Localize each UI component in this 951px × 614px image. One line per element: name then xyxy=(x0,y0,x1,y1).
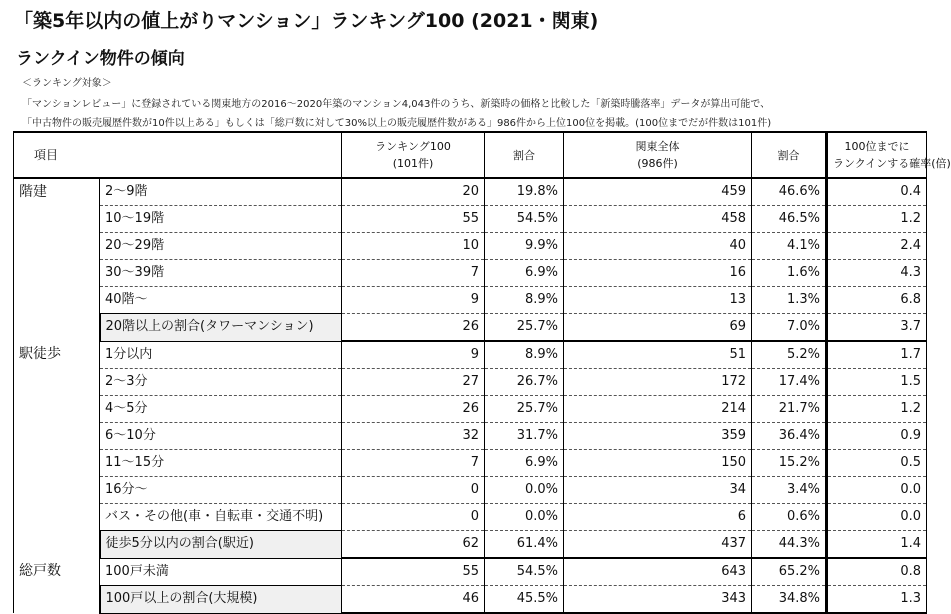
table-row xyxy=(14,369,927,396)
row-label: 16分～ xyxy=(100,477,342,504)
ranking-count-cell: 7 xyxy=(342,260,485,287)
kanto-count-cell: 437 xyxy=(564,531,752,559)
row-label: 6～10分 xyxy=(100,423,342,450)
kanto-percent-cell: 65.2% xyxy=(752,558,827,586)
kanto-percent-cell: 34.8% xyxy=(752,586,827,614)
table-row xyxy=(14,260,927,287)
ranking-count-cell: 9 xyxy=(342,341,485,369)
kanto-percent-cell: 3.4% xyxy=(752,477,827,504)
page-subtitle: ランクイン物件の傾向 xyxy=(16,49,185,69)
kanto-percent-cell: 44.3% xyxy=(752,531,827,559)
kanto-count-cell: 359 xyxy=(564,423,752,450)
ranking-count-cell: 10 xyxy=(342,233,485,260)
probability-cell: 0.4 xyxy=(827,178,927,206)
ranking-trend-table xyxy=(13,131,951,614)
kanto-count-cell: 16 xyxy=(564,260,752,287)
category-cell: 総戸数 xyxy=(14,558,100,613)
ranking-count-cell: 20 xyxy=(342,178,485,206)
ranking-count-cell: 55 xyxy=(342,558,485,586)
ranking-percent-cell: 0.0% xyxy=(485,504,564,531)
ranking-note-line-1: 「マンションレビュー」に登録されている関東地方の2016～2020年築のマンション4,043件のうち、新築時の価格と比較した「新築時騰落率」データが算出可能で、 xyxy=(22,99,771,110)
ranking-percent-cell: 26.7% xyxy=(485,369,564,396)
table-row xyxy=(14,206,927,233)
kanto-count-cell: 172 xyxy=(564,369,752,396)
ranking-percent-cell: 31.7% xyxy=(485,423,564,450)
ranking-percent-cell: 19.8% xyxy=(485,178,564,206)
probability-cell: 2.4 xyxy=(827,233,927,260)
kanto-count-cell: 459 xyxy=(564,178,752,206)
kanto-count-cell: 6 xyxy=(564,504,752,531)
kanto-percent-cell: 1.6% xyxy=(752,260,827,287)
probability-cell: 1.2 xyxy=(827,206,927,233)
row-label: バス・その他(車・自転車・交通不明) xyxy=(100,504,342,531)
ranking-count-cell: 0 xyxy=(342,477,485,504)
row-label: 4～5分 xyxy=(100,396,342,423)
probability-cell: 0.9 xyxy=(827,423,927,450)
table-row xyxy=(14,477,927,504)
kanto-count-cell: 214 xyxy=(564,396,752,423)
ranking-percent-cell: 61.4% xyxy=(485,531,564,559)
table-header-row xyxy=(14,132,927,178)
row-label: 2～3分 xyxy=(100,369,342,396)
probability-cell: 0.5 xyxy=(827,450,927,477)
ranking-percent-cell: 8.9% xyxy=(485,287,564,314)
kanto-count-cell: 13 xyxy=(564,287,752,314)
table-row xyxy=(14,396,927,423)
summary-row xyxy=(14,531,927,559)
row-label: 40階～ xyxy=(100,287,342,314)
table-row xyxy=(14,423,927,450)
kanto-percent-cell: 15.2% xyxy=(752,450,827,477)
table-row xyxy=(14,233,927,260)
ranking-count-cell: 27 xyxy=(342,369,485,396)
summary-row xyxy=(14,586,927,614)
header-kanto-percent: 割合 xyxy=(752,132,827,178)
ranking-percent-cell: 9.9% xyxy=(485,233,564,260)
kanto-count-cell: 40 xyxy=(564,233,752,260)
kanto-count-cell: 34 xyxy=(564,477,752,504)
header-kanto-count: 関東全体 (986件) xyxy=(564,132,752,178)
ranking-percent-cell: 25.7% xyxy=(485,314,564,342)
probability-cell: 0.0 xyxy=(827,504,927,531)
row-label: 100戸未満 xyxy=(100,558,342,586)
ranking-count-cell: 9 xyxy=(342,287,485,314)
probability-cell: 1.7 xyxy=(827,341,927,369)
table-row xyxy=(14,558,927,586)
probability-cell: 1.2 xyxy=(827,396,927,423)
ranking-count-cell: 26 xyxy=(342,396,485,423)
ranking-percent-cell: 54.5% xyxy=(485,558,564,586)
probability-cell: 4.3 xyxy=(827,260,927,287)
row-label: 1分以内 xyxy=(100,341,342,369)
header-probability: 100位までに ランクインする確率(倍) xyxy=(827,132,927,178)
kanto-percent-cell: 46.6% xyxy=(752,178,827,206)
ranking-count-cell: 7 xyxy=(342,450,485,477)
page-title: 「築5年以内の値上がりマンション」ランキング100 (2021・関東) xyxy=(14,10,599,32)
header-ranking-count: ランキング100 (101件) xyxy=(342,132,485,178)
row-label: 20階以上の割合(タワーマンション) xyxy=(100,314,342,342)
kanto-count-cell: 343 xyxy=(564,586,752,614)
ranking-target-label: ＜ランキング対象＞ xyxy=(22,78,112,89)
ranking-percent-cell: 8.9% xyxy=(485,341,564,369)
ranking-percent-cell: 6.9% xyxy=(485,450,564,477)
ranking-count-cell: 0 xyxy=(342,504,485,531)
kanto-percent-cell: 5.2% xyxy=(752,341,827,369)
table-row xyxy=(14,504,927,531)
kanto-percent-cell: 7.0% xyxy=(752,314,827,342)
kanto-percent-cell: 21.7% xyxy=(752,396,827,423)
probability-cell: 1.5 xyxy=(827,369,927,396)
kanto-percent-cell: 46.5% xyxy=(752,206,827,233)
ranking-count-cell: 62 xyxy=(342,531,485,559)
table-row xyxy=(14,287,927,314)
category-cell: 階建 xyxy=(14,178,100,341)
ranking-count-cell: 26 xyxy=(342,314,485,342)
ranking-percent-cell: 0.0% xyxy=(485,477,564,504)
probability-cell: 1.4 xyxy=(827,531,927,559)
ranking-percent-cell: 54.5% xyxy=(485,206,564,233)
header-item: 項目 xyxy=(14,132,342,178)
kanto-percent-cell: 0.6% xyxy=(752,504,827,531)
table-row xyxy=(14,341,927,369)
kanto-percent-cell: 36.4% xyxy=(752,423,827,450)
row-label: 30～39階 xyxy=(100,260,342,287)
probability-cell: 0.0 xyxy=(827,477,927,504)
kanto-percent-cell: 4.1% xyxy=(752,233,827,260)
row-label: 20～29階 xyxy=(100,233,342,260)
probability-cell: 0.8 xyxy=(827,558,927,586)
row-label: 徒歩5分以内の割合(駅近) xyxy=(100,531,342,559)
kanto-count-cell: 458 xyxy=(564,206,752,233)
category-cell: 駅徒歩 xyxy=(14,341,100,558)
kanto-count-cell: 51 xyxy=(564,341,752,369)
ranking-count-cell: 46 xyxy=(342,586,485,614)
row-label: 10～19階 xyxy=(100,206,342,233)
ranking-percent-cell: 6.9% xyxy=(485,260,564,287)
ranking-note-line-2: 「中古物件の販売履歴件数が10件以上ある」もしくは「総戸数に対して30%以上の販売履歴件数がある」986件から上位100位を掲載。(100位までだが件数は101件) xyxy=(22,118,772,129)
probability-cell: 3.7 xyxy=(827,314,927,342)
ranking-count-cell: 32 xyxy=(342,423,485,450)
probability-cell: 1.3 xyxy=(827,586,927,614)
table-row xyxy=(14,450,927,477)
header-ranking-percent: 割合 xyxy=(485,132,564,178)
ranking-count-cell: 55 xyxy=(342,206,485,233)
kanto-count-cell: 69 xyxy=(564,314,752,342)
row-label: 100戸以上の割合(大規模) xyxy=(100,586,342,614)
kanto-count-cell: 643 xyxy=(564,558,752,586)
ranking-percent-cell: 45.5% xyxy=(485,586,564,614)
kanto-percent-cell: 1.3% xyxy=(752,287,827,314)
row-label: 2～9階 xyxy=(100,178,342,206)
probability-cell: 6.8 xyxy=(827,287,927,314)
summary-row xyxy=(14,314,927,342)
table-row xyxy=(14,178,927,206)
kanto-count-cell: 150 xyxy=(564,450,752,477)
kanto-percent-cell: 17.4% xyxy=(752,369,827,396)
row-label: 11～15分 xyxy=(100,450,342,477)
ranking-percent-cell: 25.7% xyxy=(485,396,564,423)
